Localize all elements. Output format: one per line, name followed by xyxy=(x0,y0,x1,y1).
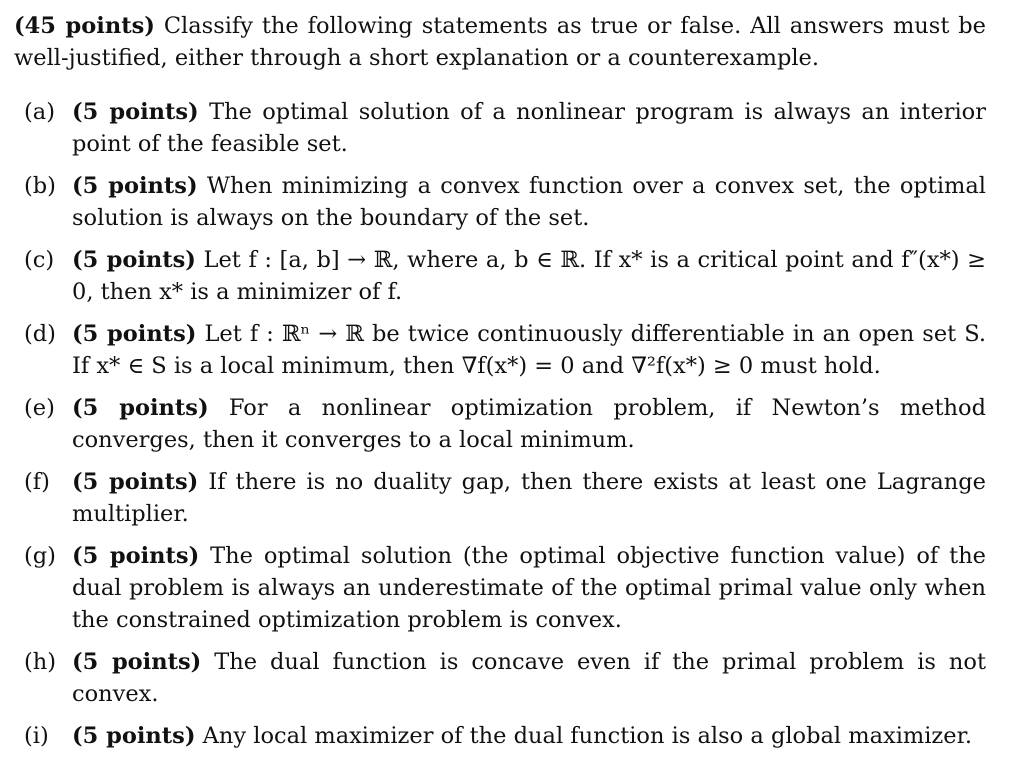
statement-label: (f) xyxy=(24,469,50,495)
statement-e xyxy=(24,392,986,456)
statement-text: If there is no duality gap, then there exists at least one Lagrange multiplier. xyxy=(72,469,986,527)
statement-text: The optimal solution (the optimal objective function value) of the dual problem is always an underestimate of the optimal primal value only when the constrained optimization problem is convex. xyxy=(72,543,986,633)
statement-label: (c) xyxy=(24,247,55,273)
statement-points: (5 points) xyxy=(72,99,199,125)
statement-a xyxy=(24,96,986,160)
statement-d xyxy=(24,318,986,382)
statement-points: (5 points) xyxy=(72,649,202,675)
statement-i xyxy=(24,720,986,752)
statement-points: (5 points) xyxy=(72,247,196,273)
statement-text: The dual function is concave even if the primal problem is not convex. xyxy=(72,649,986,707)
statement-label: (g) xyxy=(24,543,56,569)
statement-label: (e) xyxy=(24,395,55,421)
statement-label: (b) xyxy=(24,173,56,199)
statement-c xyxy=(24,244,986,308)
statement-g xyxy=(24,540,986,636)
statement-h xyxy=(24,646,986,710)
statement-text: Any local maximizer of the dual function is also a global maximizer. xyxy=(195,723,973,749)
statement-text: The optimal solution of a nonlinear program is always an interior point of the feasible set. xyxy=(72,99,986,157)
statement-text: When minimizing a convex function over a convex set, the optimal solution is always on the boundary of the set. xyxy=(72,173,986,231)
statement-points: (5 points) xyxy=(72,173,198,199)
statement-f xyxy=(24,466,986,530)
statement-points: (5 points) xyxy=(72,543,200,569)
statement-list xyxy=(24,96,986,762)
statement-points: (5 points) xyxy=(72,469,199,495)
statement-points: (5 points) xyxy=(72,395,209,421)
statement-label: (h) xyxy=(24,649,57,675)
statement-label: (i) xyxy=(24,723,49,749)
statement-text: Let f : [a, b] → ℝ, where a, b ∈ ℝ. If x* is a critical point and f″(x*) ≥ 0, then x* is a minimizer of f. xyxy=(72,247,986,305)
statement-text: Let f : ℝⁿ → ℝ be twice continuously differentiable in an open set S. If x* ∈ S is a local minimum, then ∇f(x*) = 0 and ∇²f(x*) ≥ 0 must hold. xyxy=(72,321,986,379)
problem-intro xyxy=(14,10,986,74)
statement-points: (5 points) xyxy=(72,321,197,347)
intro-text: Classify the following statements as true or false. All answers must be well-justified, either through a short explanation or a counterexample. xyxy=(14,13,986,71)
intro-points: (45 points) xyxy=(14,13,155,39)
statement-text: For a nonlinear optimization problem, if Newton’s method converges, then it converges to a local minimum. xyxy=(72,395,986,453)
statement-points: (5 points) xyxy=(72,723,196,749)
statement-b xyxy=(24,170,986,234)
statement-label: (d) xyxy=(24,321,56,347)
statement-label: (a) xyxy=(24,99,55,125)
